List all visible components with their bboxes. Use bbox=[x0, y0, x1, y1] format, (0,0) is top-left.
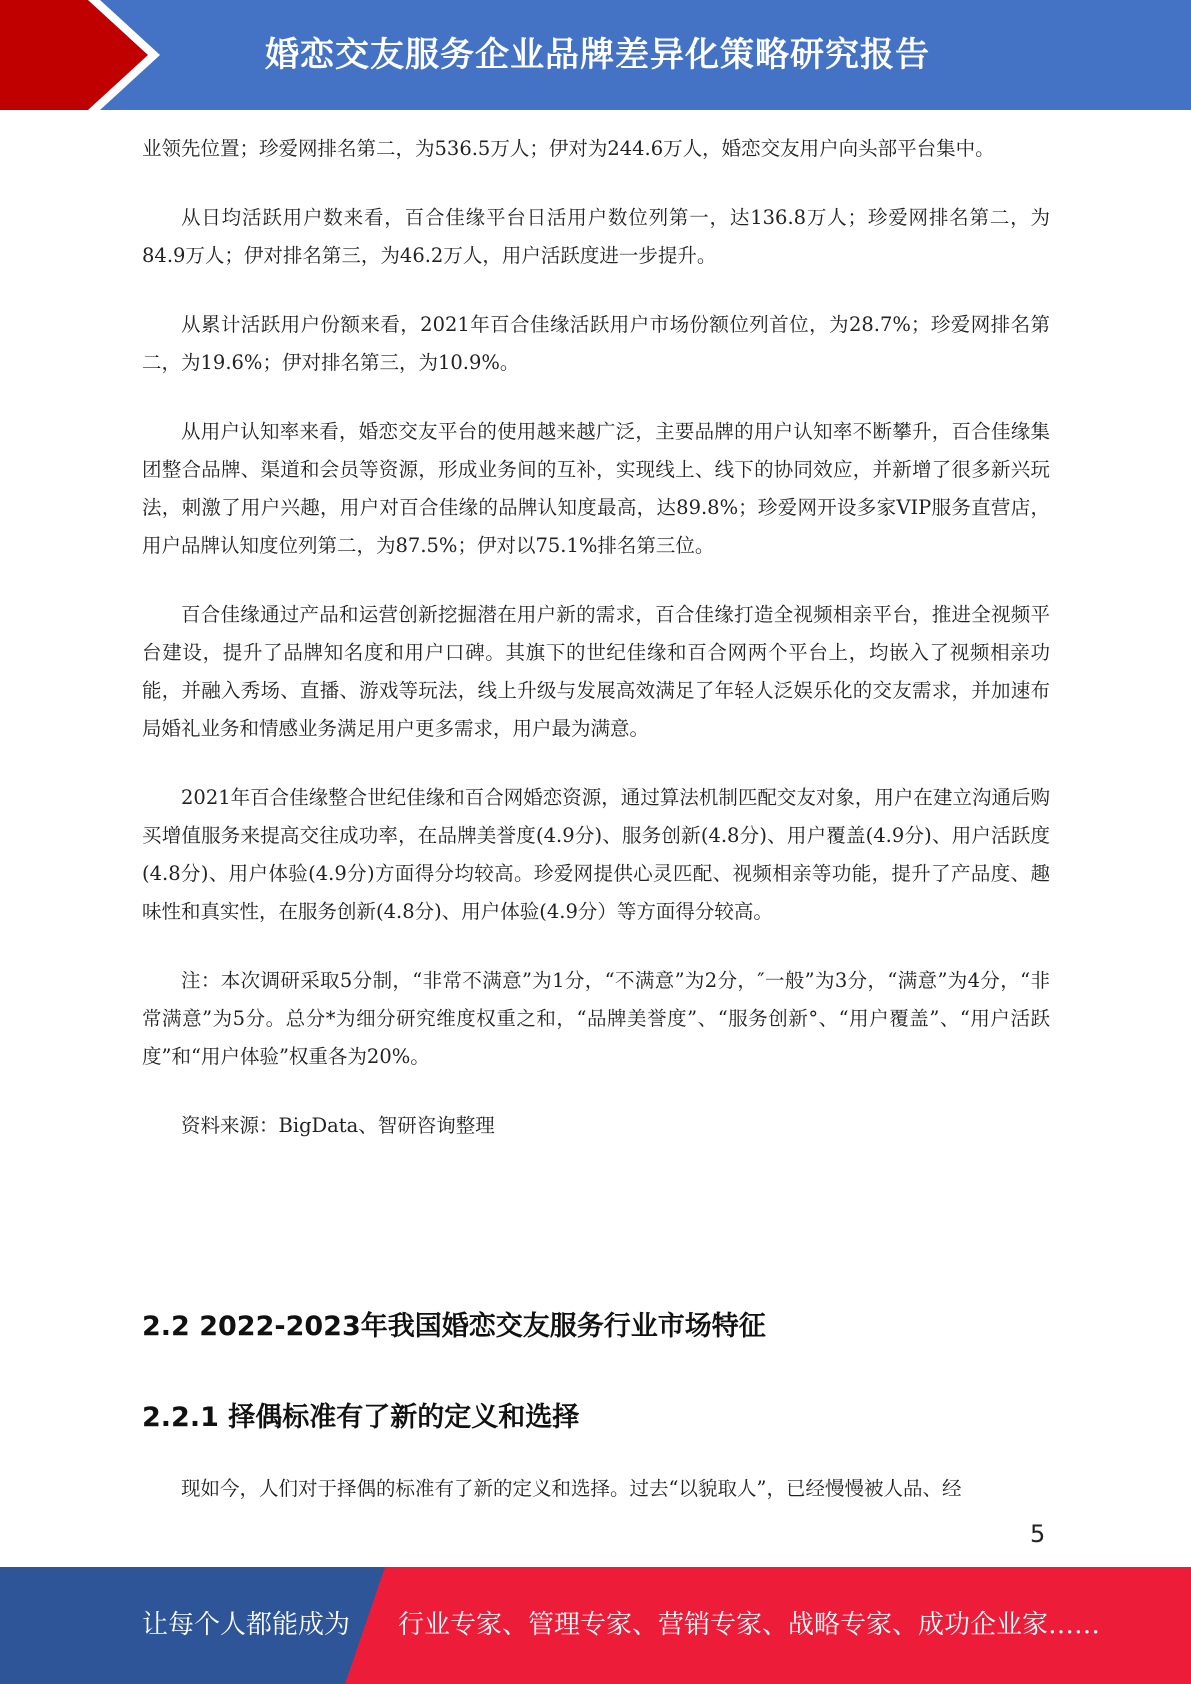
body-content bbox=[142, 130, 1050, 1145]
paragraph-3: 从累计活跃用户份额来看，2021年百合佳缘活跃用户市场份额位列首位，为28.7%；珍爱网排名第二，为19.6%；伊对排名第三，为10.9%。 bbox=[142, 313, 1050, 374]
paragraph-5: 百合佳缘通过产品和运营创新挖掘潜在用户新的需求，百合佳缘打造全视频相亲平台，推进全视频平台建设，提升了品牌知名度和用户口碑。其旗下的世纪佳缘和百合网两个平台上，均嵌入了视频相亲功能，并融入秀场、直播、游戏等玩法，线上升级与发展高效满足了年轻人泛娱乐化的交友需求，并加速布局婚礼业务和情感业务满足用户更多需求，用户最为满意。 bbox=[142, 603, 1050, 740]
section-heading: 2.2 2022-2023年我国婚恋交友服务行业市场特征 bbox=[142, 1311, 766, 1342]
footer-slogan-right: 行业专家、管理专家、营销专家、战略专家、成功企业家…… bbox=[398, 1610, 1101, 1640]
subsection-heading: 2.2.1 择偶标准有了新的定义和选择 bbox=[142, 1402, 580, 1433]
page-number: 5 bbox=[1030, 1520, 1046, 1548]
paragraph-continued: 现如今，人们对于择偶的标准有了新的定义和选择。过去“以貌取人”，已经慢慢被人品、经 bbox=[181, 1477, 962, 1500]
page-header bbox=[0, 0, 1191, 110]
header-red-arrow-decoration bbox=[0, 0, 160, 110]
paragraph-2: 从日均活跃用户数来看，百合佳缘平台日活用户数位列第一，达136.8万人；珍爱网排名第二，为84.9万人；伊对排名第三，为46.2万人，用户活跃度进一步提升。 bbox=[142, 206, 1050, 267]
data-source: 资料来源：BigData、智研咨询整理 bbox=[181, 1114, 495, 1137]
page-footer bbox=[0, 1567, 1191, 1684]
paragraph-6: 2021年百合佳缘整合世纪佳缘和百合网婚恋资源，通过算法机制匹配交友对象，用户在建立沟通后购买增值服务来提高交往成功率，在品牌美誉度(4.9分)、服务创新(4.8分)、用户覆盖(4.9分)、用户活跃度(4.8分)、用户体验(4.9分)方面得分均较高。珍爱网提供心灵匹配、视频相亲等功能，提升了产品度、趣味性和真实性，在服务创新(4.8分)、用户体验(4.9分）等方面得分较高。 bbox=[142, 786, 1050, 923]
footer-slogan-left: 让每个人都能成为 bbox=[142, 1610, 351, 1640]
report-title: 婚恋交友服务企业品牌差异化策略研究报告 bbox=[265, 35, 930, 75]
paragraph-4: 从用户认知率来看，婚恋交友平台的使用越来越广泛，主要品牌的用户认知率不断攀升，百合佳缘集团整合品牌、渠道和会员等资源，形成业务间的互补，实现线上、线下的协同效应，并新增了很多新兴玩法，刺激了用户兴趣，用户对百合佳缘的品牌认知度最高，达89.8%；珍爱网开设多家VIP服务直营店，用户品牌认知度位列第二，为87.5%；伊对以75.1%排名第三位。 bbox=[142, 420, 1050, 557]
paragraph-1: 业领先位置；珍爱网排名第二，为536.5万人；伊对为244.6万人，婚恋交友用户向头部平台集中。 bbox=[142, 137, 995, 160]
note-paragraph: 注：本次调研采取5分制，“非常不满意”为1分，“不满意”为2分，″一般”为3分，“满意”为4分，“非常满意”为5分。总分*为细分研究维度权重之和，“品牌美誉度”、“服务创新°、“用户覆盖”、“用户活跃度”和“用户体验”权重各为20%。 bbox=[142, 969, 1050, 1068]
